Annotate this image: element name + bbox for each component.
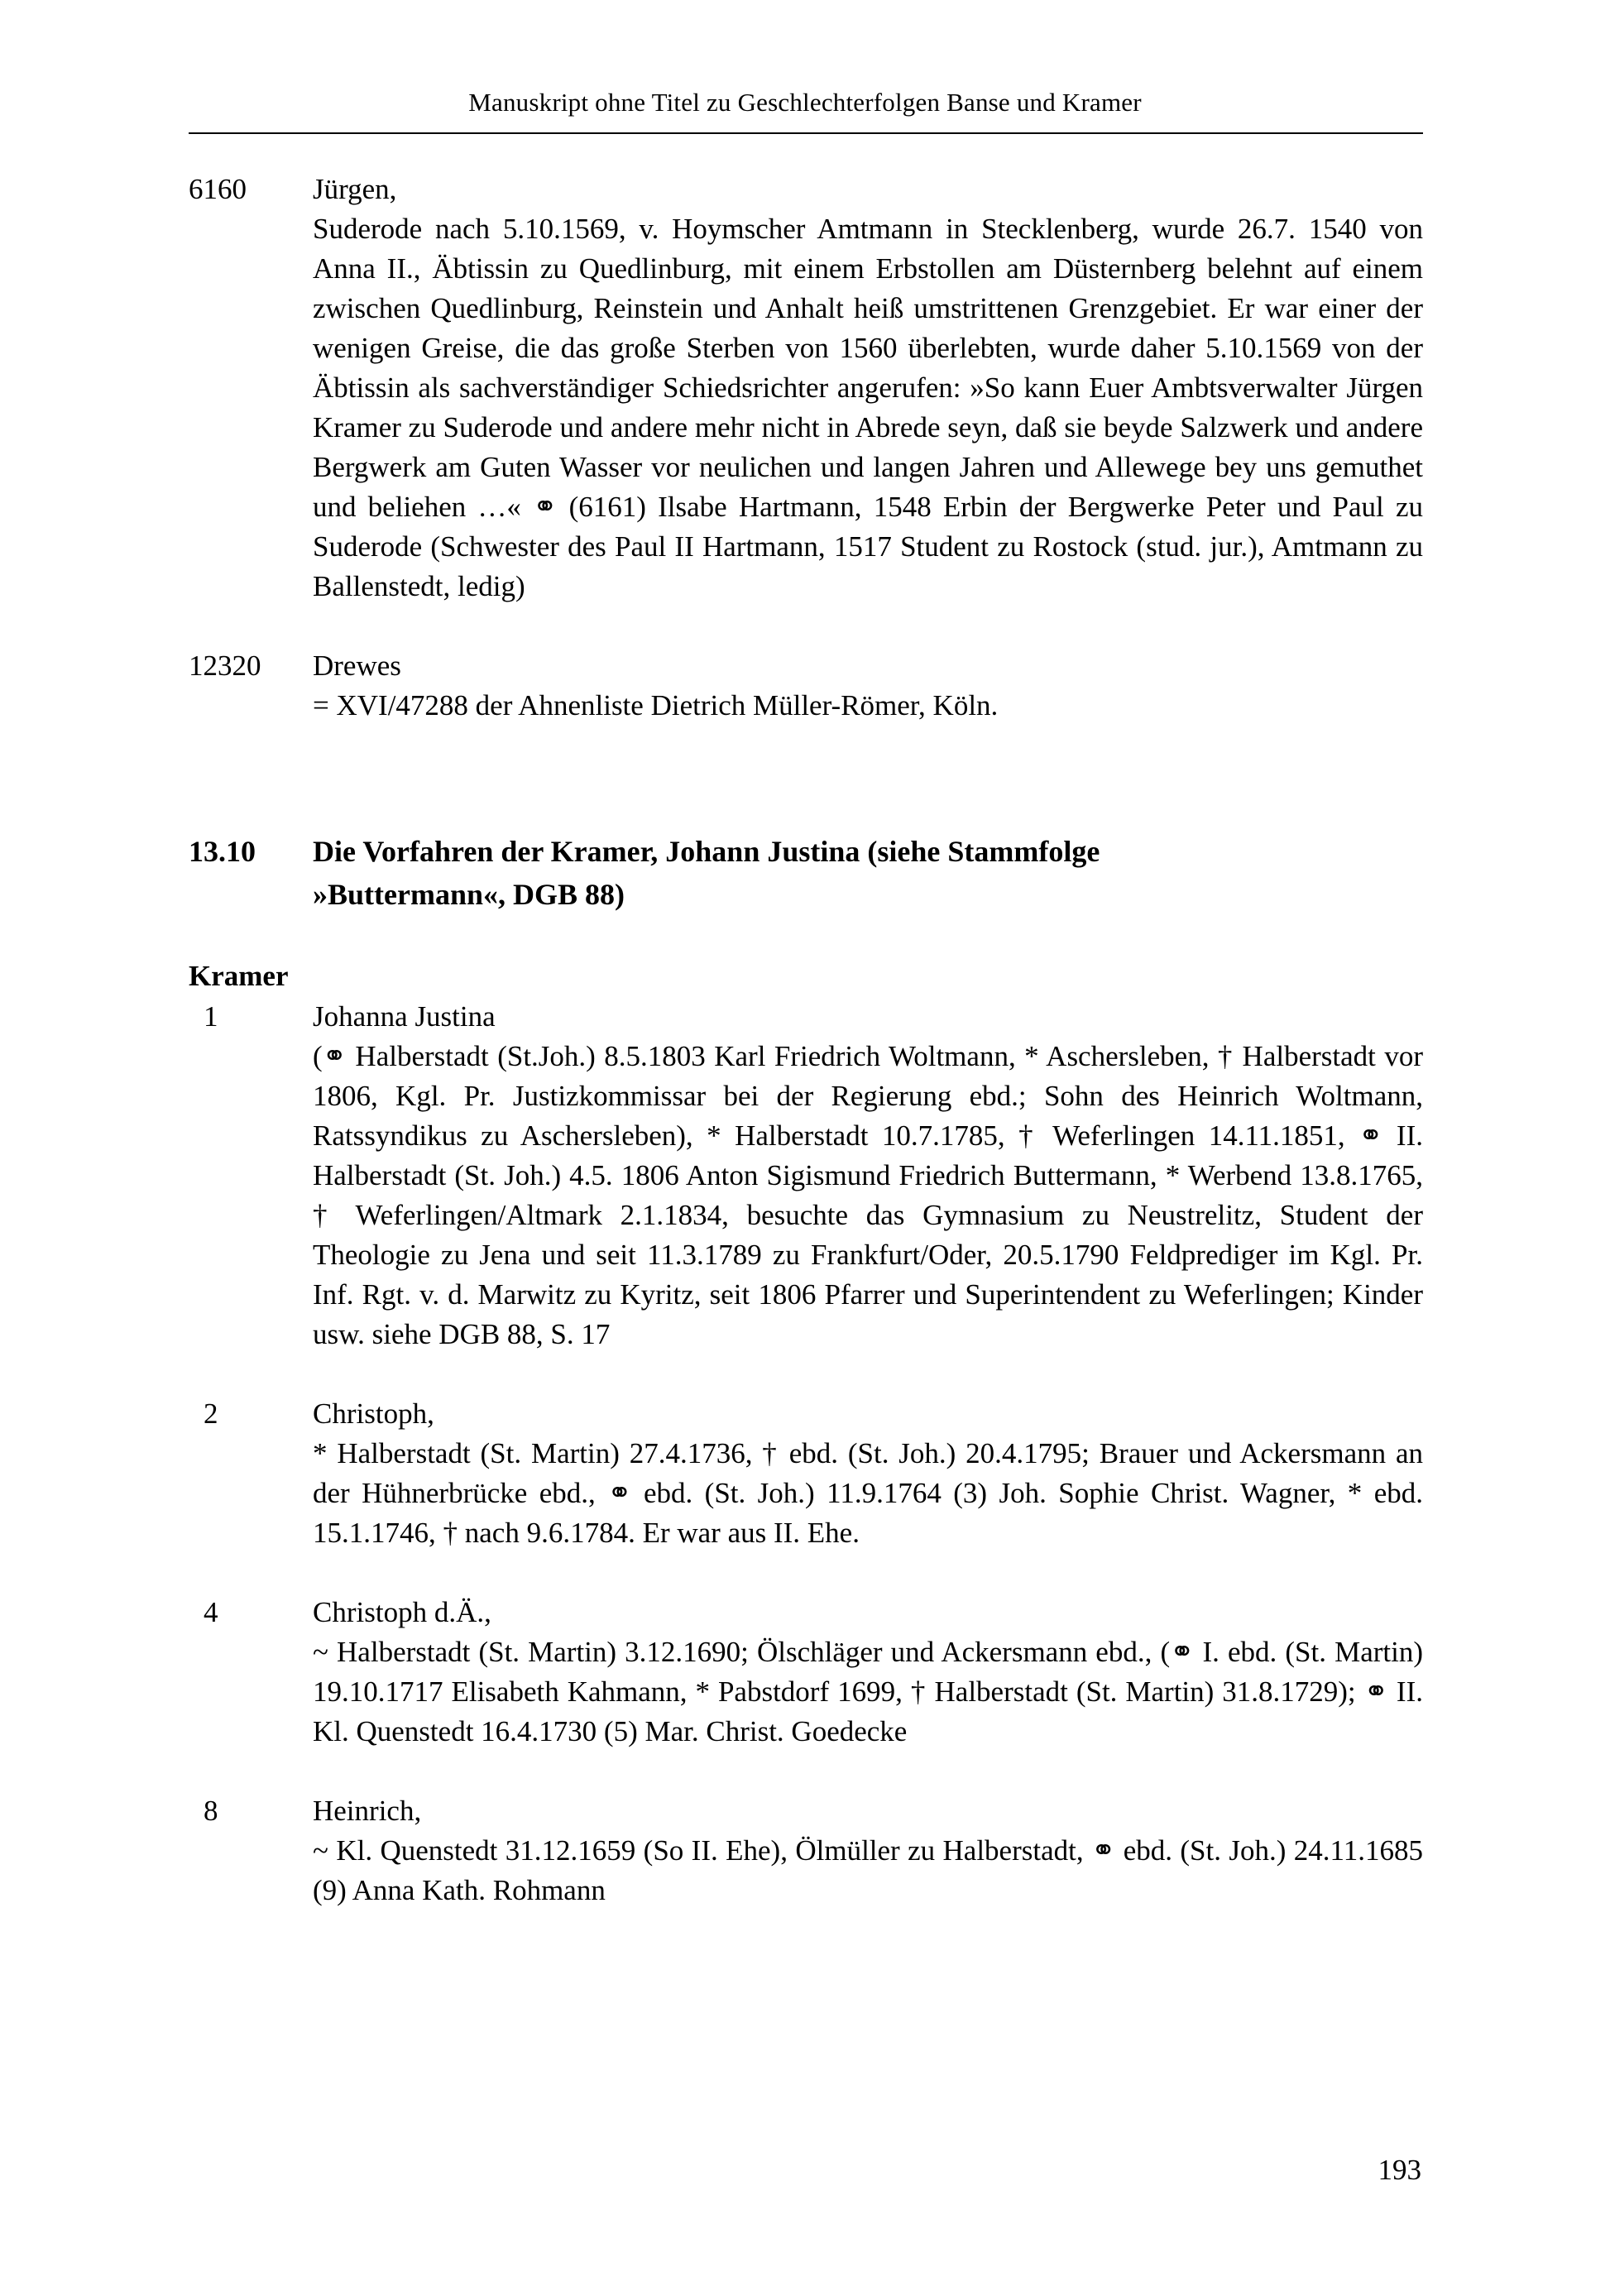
section-title-line-1: Die Vorfahren der Kramer, Johann Justina (siehe Stammfolge xyxy=(313,835,1100,868)
section-title-line-2: »Buttermann«, DGB 88) xyxy=(313,878,625,911)
ancestor-name: Jürgen, xyxy=(313,173,397,205)
spacer xyxy=(189,1752,1423,1791)
ancestor-entry xyxy=(189,1791,1423,1910)
section-number: 13.10 xyxy=(189,835,256,868)
section-heading xyxy=(189,830,1423,916)
ancestor-name: Drewes xyxy=(313,649,401,682)
ancestor-details: = XVI/47288 der Ahnenliste Dietrich Müller-Römer, Köln. xyxy=(313,689,999,721)
spacer xyxy=(189,916,1423,956)
ancestor-details: ~ Halberstadt (St. Martin) 3.12.1690; Ölschläger und Ackersmann ebd., (⚭ I. ebd. (St. Martin) 19.10.1717 Elisabeth Kahmann, * Pabstdorf 1699, † Halberstadt (St. Martin) 31.8.1729); ⚭ II. Kl. Quenstedt 16.4.1730 (5) Mar. Christ. Goedecke xyxy=(313,1636,1423,1747)
page-content xyxy=(189,170,1423,1910)
ancestor-details: ~ Kl. Quenstedt 31.12.1659 (So II. Ehe), Ölmüller zu Halberstadt, ⚭ ebd. (St. Joh.) 24.11.1685 (9) Anna Kath. Rohmann xyxy=(313,1834,1423,1906)
spacer xyxy=(189,726,1423,805)
header-rule xyxy=(189,132,1423,134)
ancestor-details: (⚭ Halberstadt (St.Joh.) 8.5.1803 Karl Friedrich Woltmann, * Aschersleben, † Halberstadt vor 1806, Kgl. Pr. Justizkommissar bei der Regierung ebd.; Sohn des Heinrich Woltmann, Ratssyndikus zu Aschersleben), * Halberstadt 10.7.1785, † Weferlingen 14.11.1851, ⚭ II. Halberstadt (St. Joh.) 4.5. 1806 Anton Sigismund Friedrich Buttermann, * Werbend 13.8.1765, † Weferlingen/Altmark 2.1.1834, besuchte das Gymnasium zu Neustrelitz, Student der Theologie zu Jena und seit 11.3.1789 zu Frankfurt/Oder, 20.5.1790 Feldprediger im Kgl. Pr. Inf. Rgt. v. d. Marwitz zu Kyritz, seit 1806 Pfarrer und Superintendent zu Weferlingen; Kinder usw. siehe DGB 88, S. 17 xyxy=(313,1040,1423,1350)
spacer xyxy=(189,805,1423,830)
ancestor-name: Heinrich, xyxy=(313,1795,422,1827)
ancestor-number: 8 xyxy=(204,1795,218,1827)
ancestor-details: * Halberstadt (St. Martin) 27.4.1736, † ebd. (St. Joh.) 20.4.1795; Brauer und Ackersmann an der Hühnerbrücke ebd., ⚭ ebd. (St. Joh.) 11.9.1764 (3) Joh. Sophie Christ. Wagner, * ebd. 15.1.1746, † nach 9.6.1784. Er war aus II. Ehe. xyxy=(313,1437,1423,1549)
ancestor-number: 2 xyxy=(204,1397,218,1430)
page-number: 193 xyxy=(1378,2154,1421,2186)
ancestor-name: Christoph d.Ä., xyxy=(313,1596,491,1628)
family-surname: Kramer xyxy=(189,960,289,992)
ancestor-entry xyxy=(189,170,1423,606)
spacer xyxy=(189,606,1423,646)
ancestor-name: Christoph, xyxy=(313,1397,434,1430)
ancestor-details: Suderode nach 5.10.1569, v. Hoymscher Amtmann in Stecklenberg, wurde 26.7. 1540 von Anna II., Äbtissin zu Quedlinburg, mit einem Erbstollen am Düsternberg belehnt auf einem zwischen Quedlinburg, Reinstein und Anhalt heiß umstrittenen Grenzgebiet. Er war einer der wenigen Greise, die das große Sterben von 1560 überlebten, wurde daher 5.10.1569 von der Äbtissin als sachverständiger Schiedsrichter angerufen: »So kann Euer Ambtsverwalter Jürgen Kramer zu Suderode und andere mehr nicht in Abrede seyn, daß sie beyde Salzwerk und andere Bergwerk am Guten Wasser vor neulichen und langen Jahren und Allewege bey uns gemuthet und beliehen …« ⚭ (6161) Ilsabe Hartmann, 1548 Erbin der Bergwerke Peter und Paul zu Suderode (Schwester des Paul II Hartmann, 1517 Student zu Rostock (stud. jur.), Amtmann zu Ballenstedt, ledig) xyxy=(313,213,1423,602)
ancestor-entry xyxy=(189,997,1423,1354)
spacer xyxy=(189,1553,1423,1593)
spacer xyxy=(189,1354,1423,1394)
ancestor-number: 12320 xyxy=(189,649,261,682)
ancestor-number: 6160 xyxy=(189,173,247,205)
ancestor-number: 4 xyxy=(204,1596,218,1628)
ancestor-name: Johanna Justina xyxy=(313,1000,496,1033)
ancestor-entry xyxy=(189,1394,1423,1553)
ancestor-number: 1 xyxy=(204,1000,218,1033)
ancestor-entry xyxy=(189,646,1423,726)
ancestor-entry xyxy=(189,1593,1423,1752)
running-head: Manuskript ohne Titel zu Geschlechterfolgen Banse und Kramer xyxy=(468,88,1142,117)
